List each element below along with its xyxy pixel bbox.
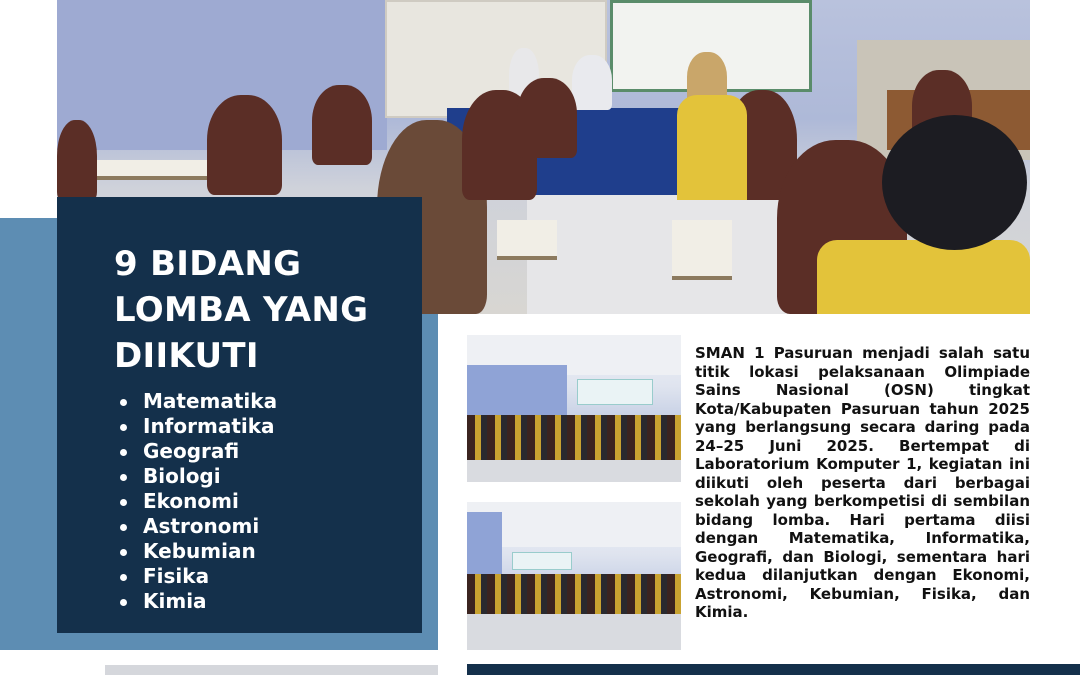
list-item: Astronomi — [120, 514, 277, 539]
photo-banner — [512, 552, 572, 570]
photo-floor — [467, 614, 681, 650]
photo-desk — [497, 220, 557, 260]
computer-lab-photo — [467, 502, 681, 650]
photo-student — [207, 95, 282, 195]
photo-banner — [577, 379, 653, 405]
photo-teacher — [572, 55, 612, 110]
list-item: Biologi — [120, 464, 277, 489]
list-item: Geografi — [120, 439, 277, 464]
photo-student — [517, 78, 577, 158]
photo-floor — [467, 460, 681, 482]
list-item: Kebumian — [120, 539, 277, 564]
list-item: Informatika — [120, 414, 277, 439]
list-item: Ekonomi — [120, 489, 277, 514]
competition-fields-panel — [57, 197, 422, 633]
photo-desk — [92, 160, 222, 180]
photo-participants — [467, 415, 681, 460]
article-paragraph: SMAN 1 Pasuruan menjadi salah satu titik lokasi pelaksanaan Olimpiade Sains Nasional (OSN) tingkat Kota/Kabupaten Pasuruan tahun 2025 yang berlangsung secara daring pada 24–25 Juni 2025. Bertempat di Laboratorium Komputer 1, kegiatan ini diikuti oleh peserta dari berbagai sekolah yang berkompetisi di sembilan bidang lomba. Hari pertama diisi dengan Matematika, Informatika, Geografi, dan Biologi, sementara hari kedua dilanjutkan dengan Ekonomi, Astronomi, Kebumian, Fisika, dan Kimia. — [695, 344, 1030, 621]
bottom-photo-edge — [105, 665, 438, 675]
bottom-navy-bar — [467, 664, 1080, 675]
competition-fields-list — [120, 389, 277, 614]
photo-student-batik — [817, 240, 1030, 314]
photo-floor — [527, 195, 787, 314]
photo-desk — [672, 220, 732, 280]
photo-student-batik — [677, 95, 747, 200]
photo-participants — [467, 574, 681, 614]
computer-lab-photo — [467, 335, 681, 482]
list-item: Fisika — [120, 564, 277, 589]
photo-student — [312, 85, 372, 165]
photo-student — [57, 120, 97, 200]
photo-student-head — [882, 115, 1027, 250]
list-item: Matematika — [120, 389, 277, 414]
panel-title: 9 BIDANG LOMBA YANG DIIKUTI — [114, 244, 369, 376]
list-item: Kimia — [120, 589, 277, 614]
